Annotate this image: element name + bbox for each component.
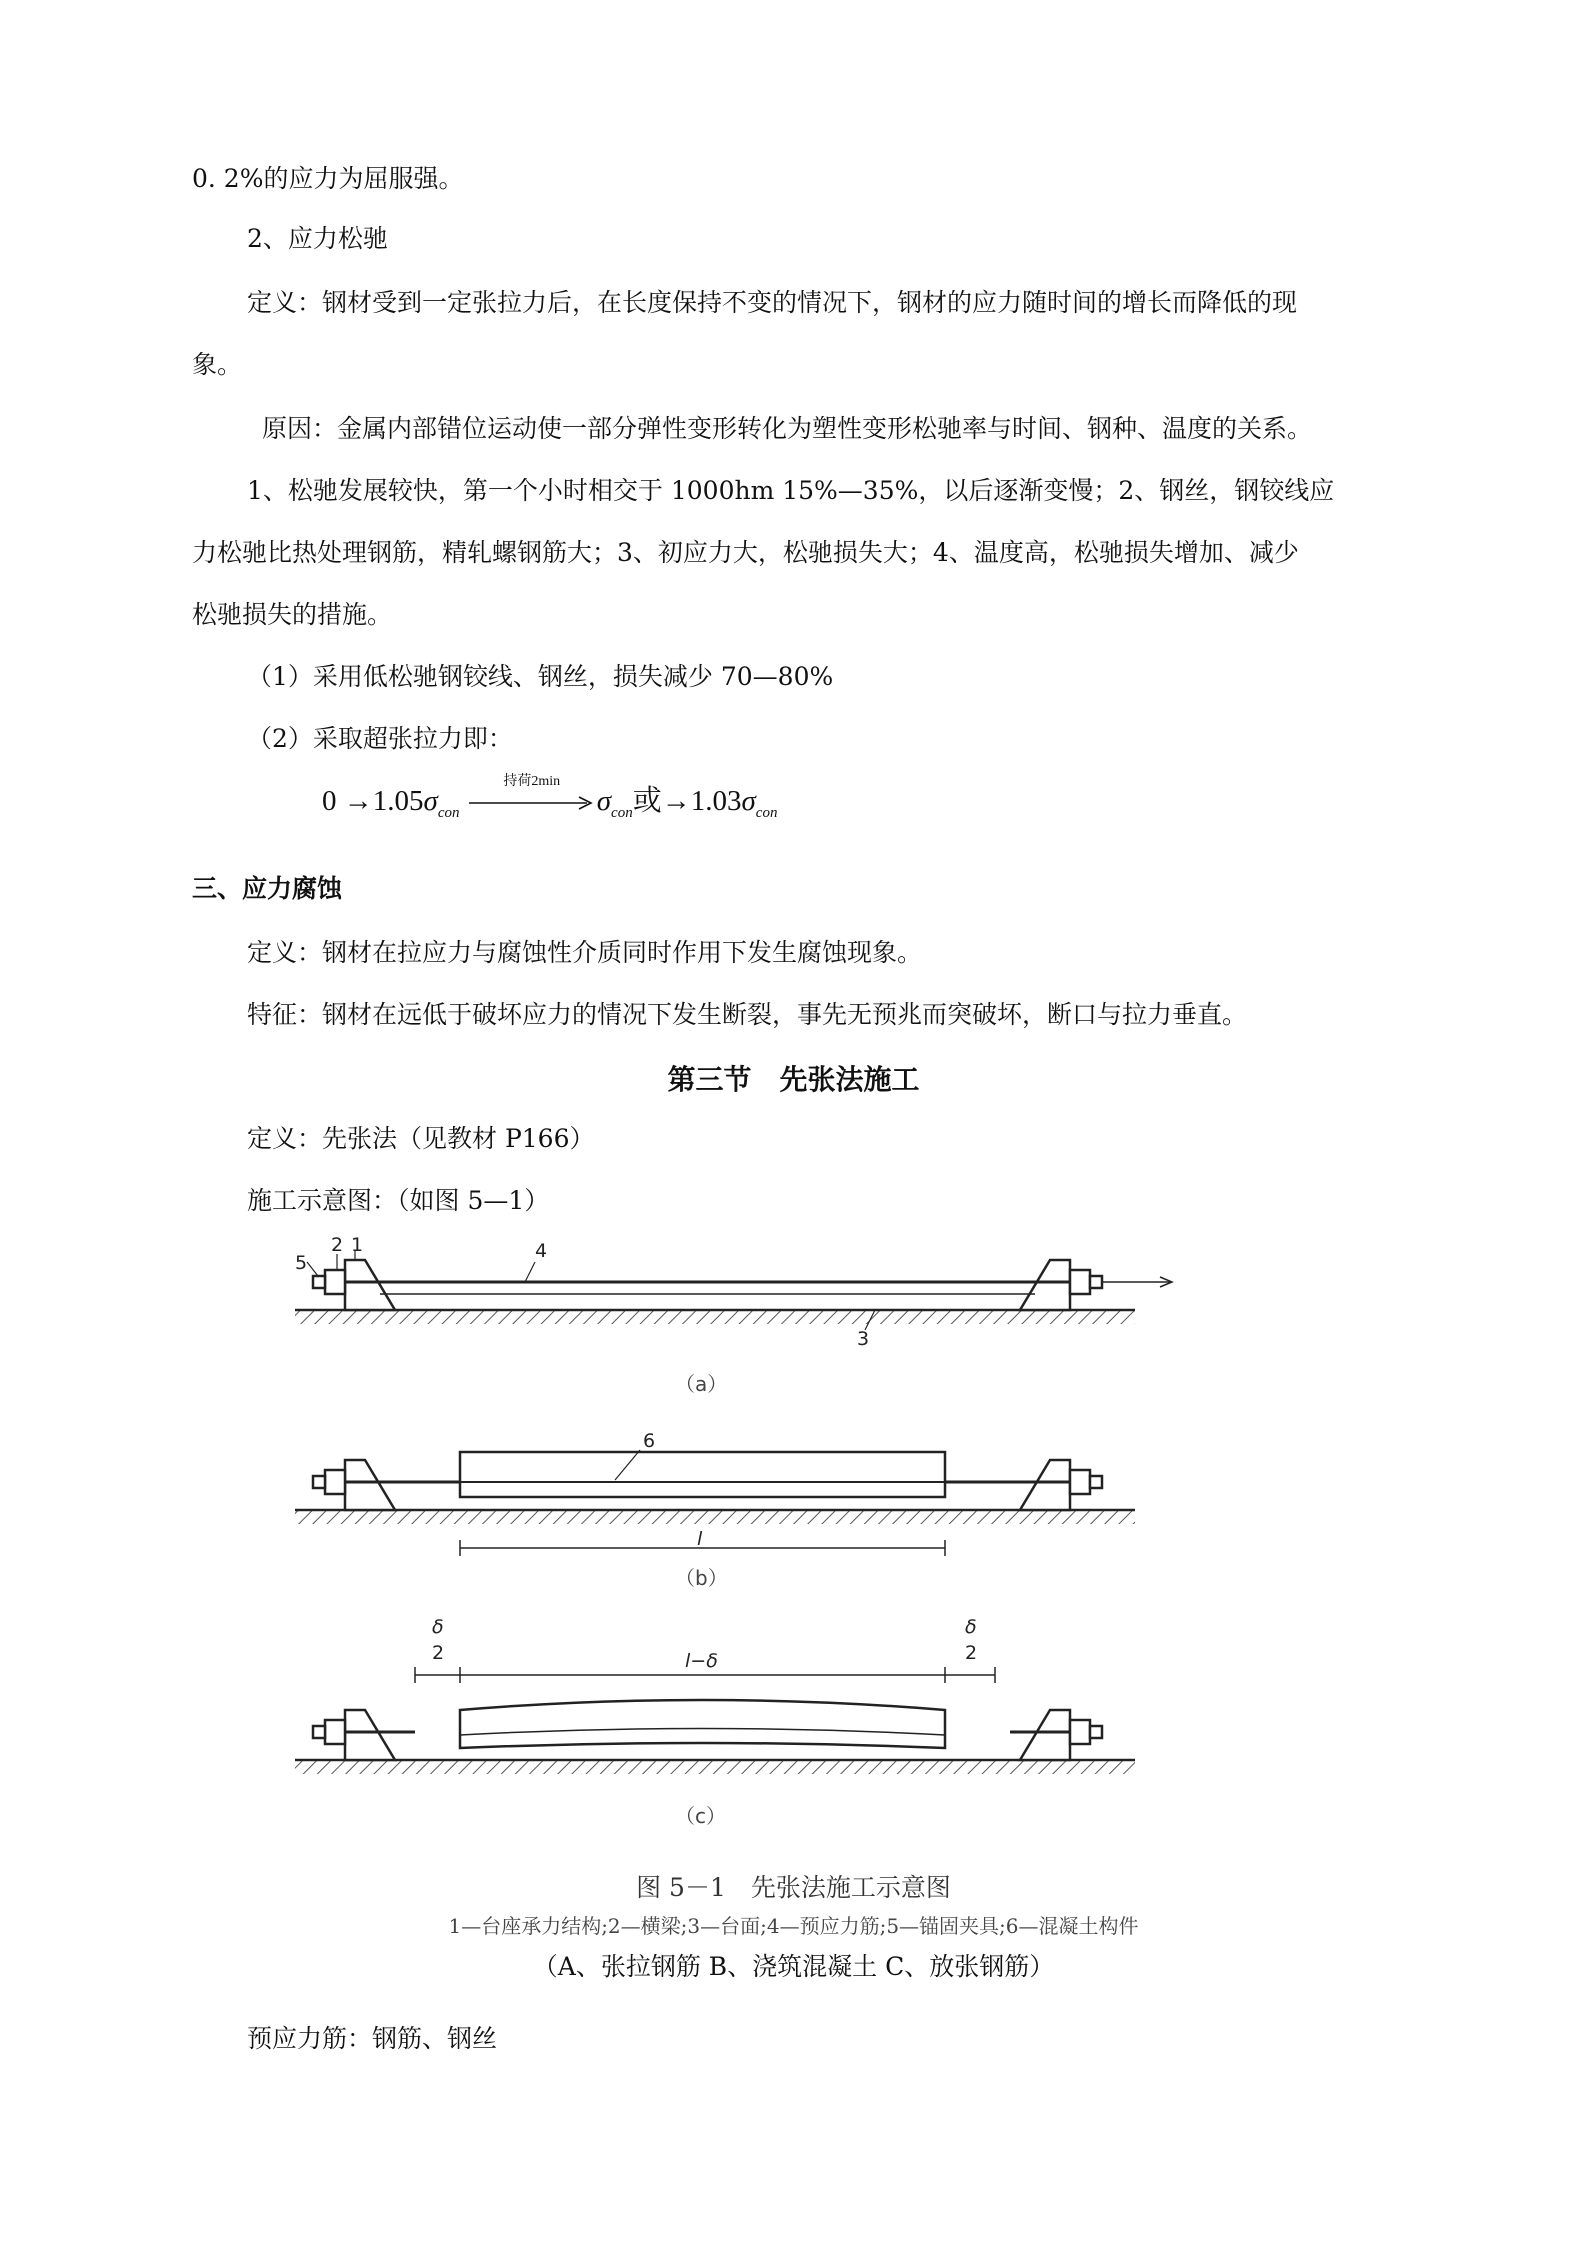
label-half-delta-right-num: δ (965, 1616, 977, 1638)
formula-arrow-1: → (343, 785, 373, 817)
figure-legend: 1—台座承力结构;2—横梁;3—台面;4—预应力筋;5—锚固夹具;6—混凝土构件 (448, 1914, 1139, 1938)
paragraph-measure-2: （2）采取超张拉力即： (247, 724, 513, 753)
label-length-l-minus-delta: l−δ (685, 1650, 718, 1672)
label-2: 2 (331, 1234, 344, 1256)
formula-hold-arrow (467, 774, 597, 818)
long-arrow-icon (467, 788, 597, 818)
formula-sub-3: con (755, 804, 778, 821)
label-5: 5 (295, 1252, 308, 1274)
paragraph-corrosion-feature: 特征：钢材在远低于破坏应力的情况下发生断裂，事先无预兆而突破坏，断口与拉力垂直。 (247, 1000, 1248, 1029)
formula-sub-1: con (437, 804, 460, 821)
figure-steps: （A、张拉钢筋 B、浇筑混凝土 C、放张钢筋） (532, 1952, 1055, 1981)
paragraph-yield-strength: 0. 2%的应力为屈服强。 (192, 164, 464, 193)
diagram-b (295, 1450, 1135, 1556)
label-half-delta-left-den: 2 (432, 1642, 445, 1664)
caption-c: （c） (675, 1804, 726, 1828)
diagram-a (295, 1250, 1172, 1330)
section-title: 第三节 先张法施工 (667, 1063, 920, 1096)
formula-start: 0 (322, 785, 337, 817)
paragraph-pretension-definition: 定义：先张法（见教材 P166） (247, 1124, 595, 1153)
formula-sub-2: con (611, 804, 633, 821)
heading-stress-relaxation: 2、应力松驰 (247, 224, 388, 253)
paragraph-diagram-intro: 施工示意图：（如图 5—1） (247, 1186, 550, 1215)
label-4: 4 (535, 1240, 548, 1262)
paragraph-prestress-tendons: 预应力筋：钢筋、钢丝 (247, 2024, 498, 2053)
label-3: 3 (857, 1328, 870, 1350)
paragraph-definition-relaxation-cont: 象。 (192, 350, 243, 379)
paragraph-definition-relaxation: 定义：钢材受到一定张拉力后，在长度保持不变的情况下，钢材的应力随时间的增长而降低的现 (247, 288, 1298, 317)
heading-stress-corrosion: 三、应力腐蚀 (192, 874, 343, 903)
formula-arrow-2: → (661, 785, 691, 817)
label-half-delta-right-den: 2 (965, 1642, 978, 1664)
overtension-formula (322, 774, 778, 822)
label-half-delta-left-num: δ (432, 1616, 444, 1638)
diagram-c (295, 1667, 1135, 1774)
paragraph-relaxation-factors-2: 力松驰比热处理钢筋，精轧螺钢筋大；3、初应力大，松驰损失大；4、温度高，松驰损失增加、减少 (192, 538, 1299, 567)
paragraph-corrosion-definition: 定义：钢材在拉应力与腐蚀性介质同时作用下发生腐蚀现象。 (247, 938, 923, 967)
paragraph-measure-1: （1）采用低松驰钢铰线、钢丝，损失减少 70—80% (247, 662, 834, 691)
formula-or: 或 (632, 785, 662, 817)
caption-b: （b） (675, 1566, 728, 1590)
label-length-l: l (697, 1528, 703, 1550)
paragraph-relaxation-factors-3: 松驰损失的措施。 (192, 600, 393, 629)
formula-value-1: 1.05 (372, 785, 424, 817)
figure-caption: 图 5－1 先张法施工示意图 (636, 1873, 951, 1902)
formula-sigma-3: σ (741, 785, 756, 817)
paragraph-cause: 原因：金属内部错位运动使一部分弹性变形转化为塑性变形松驰率与时间、钢种、温度的关系。 (262, 414, 1313, 443)
label-6: 6 (643, 1430, 656, 1452)
formula-value-2: 1.03 (690, 785, 742, 817)
caption-a: （a） (675, 1372, 728, 1396)
formula-sigma-1: σ (423, 785, 438, 817)
pretension-diagram-drawing (285, 1240, 1225, 1880)
label-1: 1 (351, 1234, 364, 1256)
paragraph-relaxation-factors: 1、松驰发展较快，第一个小时相交于 1000hm 15%—35%，以后逐渐变慢；2、钢丝，钢铰线应 (247, 476, 1335, 505)
formula-sigma-2: σ (596, 785, 612, 817)
formula-hold-label: 持荷2min (503, 774, 561, 790)
